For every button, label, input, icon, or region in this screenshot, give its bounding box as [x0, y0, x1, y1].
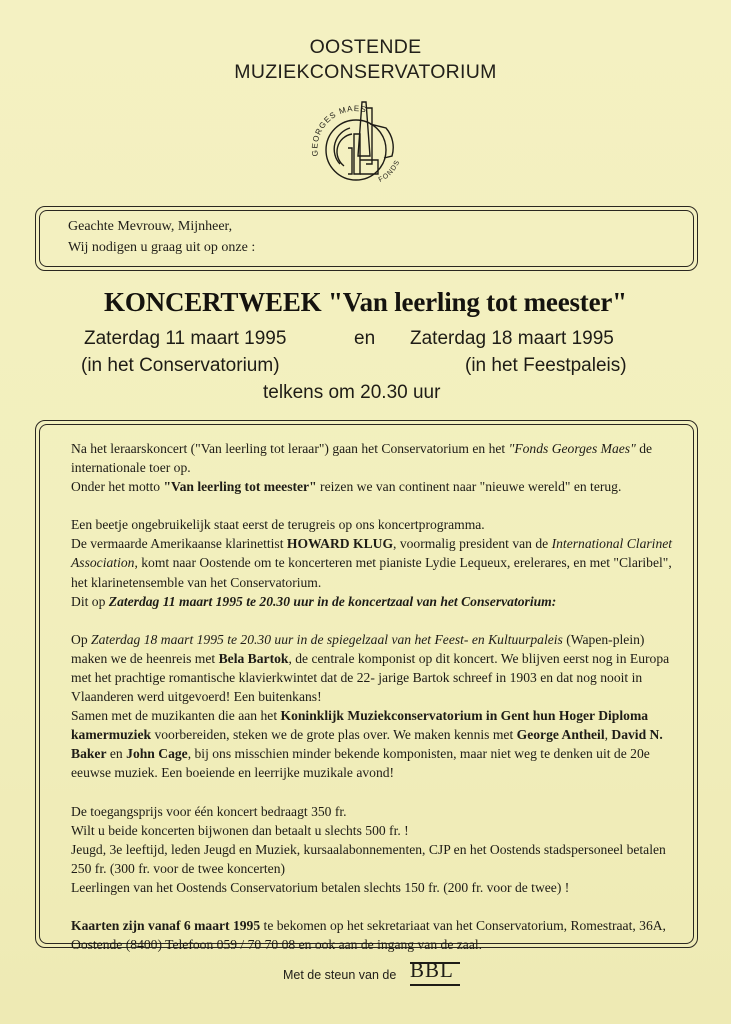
composer-name: Bela Bartok [218, 650, 289, 666]
text-span: , de centrale komponist op dit koncert. We blijven eerst nog in Europa met het prachtige romantische klavierkwintet dat de 22- jarige Bartok schreef in 1903 en dat nog nooit in Vlaanderen werd uitgevoerd! Een buitenkans! [71, 650, 670, 705]
greeting-salutation: Geachte Mevrouw, Mijnheer, [68, 219, 233, 234]
text-span: , bij ons misschien minder bekende komponisten, maar niet weg te denken uit de 20e eeuwse muziek. Een boeiende en leerrijke muzikale avond! [71, 746, 650, 781]
sponsor-logo: BBL [410, 958, 454, 982]
composer-name: George Antheil [516, 727, 605, 743]
text-span: De vermaarde Amerikaanse klarinettist [71, 536, 287, 552]
logo-arc-text: GEORGES MAES [310, 103, 368, 157]
header-institution: MUZIEKCONSERVATORIUM [234, 61, 497, 83]
text-span: (Wapen-plein) maken we de heenreis met [71, 631, 645, 666]
performer-name: HOWARD KLUG [286, 536, 394, 552]
header-city: OOSTENDE [309, 36, 422, 58]
sponsor-logo-bar [410, 984, 460, 986]
text-span: Onder het motto [71, 479, 164, 495]
text-span: en [106, 746, 127, 762]
event-time: telkens om 20.30 uur [263, 382, 441, 403]
event-venue-1: (in het Conservatorium) [81, 355, 280, 376]
text-span: , komt naar Oostende om te koncerteren met pianiste Lydie Lequeux, erelerares, en met "Claribel", het klarinetensemble van het Conservatorium. [71, 555, 672, 590]
price-line: De toegangsprijs voor één koncert bedraagt 350 fr. [71, 803, 347, 819]
logo-arc-text-2: FONDS [377, 158, 402, 184]
conservatory-gent: Koninklijk Muziekconservatorium in Gent hun Hoger Diploma kamermuziek [71, 708, 649, 743]
text-span: Samen met de muzikanten die aan het [71, 708, 281, 724]
motto: "Van leerling tot meester" [163, 479, 317, 495]
tickets-date: Kaarten zijn vanaf 6 maart 1995 [71, 917, 261, 933]
paragraph-intro [71, 439, 681, 496]
text-span: Na het leraarskoncert ("Van leerling tot leraar") gaan het Conservatorium en het [71, 441, 509, 456]
event-date-1: Zaterdag 11 maart 1995 [84, 328, 287, 349]
event-date-connector: en [354, 328, 376, 349]
price-line: Wilt u beide koncerten bijwonen dan betaalt u slechts 500 fr. ! [71, 822, 409, 838]
greeting-frame [35, 206, 698, 271]
event-date-2: Zaterdag 18 maart 1995 [410, 328, 614, 349]
body-text [71, 439, 681, 973]
paragraph-tickets [71, 916, 681, 954]
paragraph-prices [71, 802, 681, 897]
concert-1-when: Zaterdag 11 maart 1995 te 20.30 uur in de koncertzaal van het Conservatorium: [108, 593, 557, 609]
svg-text:FONDS [378, 159, 402, 184]
composer-name: David N. Baker [71, 727, 663, 762]
text-span: Op [71, 631, 92, 647]
paragraph-concert-2 [71, 630, 681, 783]
sponsor-label: Met de steun van de [283, 968, 397, 982]
text-span: Een beetje ongebruikelijk staat eerst de terugreis op ons koncertprogramma. [71, 517, 485, 533]
text-span: , [604, 727, 612, 743]
text-span: reizen we van continent naar "nieuwe wereld" en terug. [316, 479, 622, 495]
paragraph-concert-1 [71, 515, 681, 610]
composer-name: John Cage [126, 746, 188, 762]
text-span: , voormalig president van de [393, 536, 552, 552]
event-venue-2: (in het Feestpaleis) [465, 355, 627, 376]
association-name: International Clarinet Association [71, 536, 673, 571]
fonds-georges-maes-logo-icon [300, 94, 412, 198]
price-line: Jeugd, 3e leeftijd, leden Jeugd en Muziek, kursaalabonnementen, CJP en het Oostends stadspersoneel betalen 250 fr. (300 fr. voor de twee koncerten) [71, 841, 666, 876]
text-span: voorbereiden, steken we de grote plas over. We maken kennis met [151, 727, 517, 743]
text-span: te bekomen op het sekretariaat van het Conservatorium, Romestraat, 36A, Oostende (8400) Telefoon 059 / 70 70 08 en ook aan de ingang van de zaal. [71, 917, 666, 953]
fonds-name: "Fonds Georges Maes" [508, 441, 636, 456]
event-title: KONCERTWEEK "Van leerling tot meester" [104, 287, 627, 317]
text-span: Dit op [71, 593, 109, 609]
greeting-invitation: Wij nodigen u graag uit op onze : [68, 240, 256, 255]
concert-2-when: Zaterdag 18 maart 1995 te 20.30 uur in de spiegelzaal van het Feest- en Kultuurpaleis [91, 631, 563, 647]
price-line: Leerlingen van het Oostends Conservatorium betalen slechts 150 fr. (200 fr. voor de twee) ! [71, 879, 570, 895]
text-span: de internationale toer op. [71, 441, 653, 476]
